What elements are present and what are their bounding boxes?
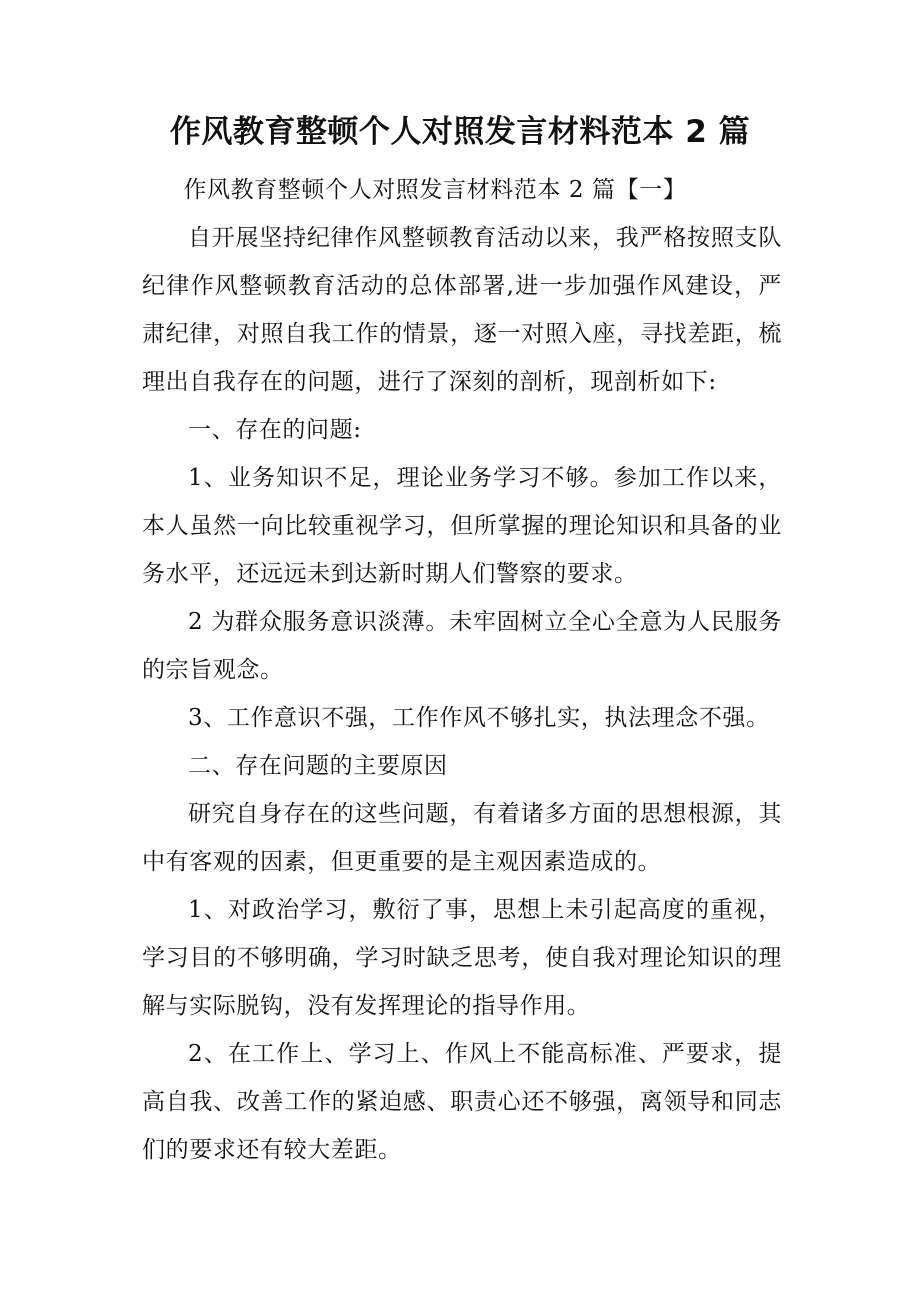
heading-main-causes: 二、存在问题的主要原因 [188, 753, 448, 779]
document-body [142, 166, 782, 1174]
paragraph-problem-3: 3、工作意识不强，工作作风不够扎实，执法理念不强。 [188, 705, 770, 731]
paragraph-problem-1: 1、业务知识不足，理论业务学习不够。参加工作以来，本人虽然一向比较重视学习，但所掌握的理论知识和具备的业务水平，还远远未到达新时期人们警察的要求。 [142, 465, 782, 587]
paragraph-causes-intro: 研究自身存在的这些问题，有着诸多方面的思想根源，其中有客观的因素，但更重要的是主观因素造成的。 [142, 801, 782, 875]
paragraph-problem-2: 2 为群众服务意识淡薄。未牢固树立全心全意为人民服务的宗旨观念。 [142, 609, 782, 683]
document-title: 作风教育整顿个人对照发言材料范本 2 篇 [169, 114, 751, 150]
document-subtitle: 作风教育整顿个人对照发言材料范本 2 篇【一】 [183, 177, 687, 203]
paragraph-cause-1: 1、对政治学习，敷衍了事，思想上未引起高度的重视，学习目的不够明确，学习时缺乏思考，使自我对理论知识的理解与实际脱钩，没有发挥理论的指导作用。 [142, 897, 782, 1019]
heading-existing-problems: 一、存在的问题: [188, 417, 362, 443]
paragraph-cause-2: 2、在工作上、学习上、作风上不能高标准、严要求，提高自我、改善工作的紧迫感、职责心还不够强，离领导和同志们的要求还有较大差距。 [142, 1041, 782, 1163]
paragraph-intro: 自开展坚持纪律作风整顿教育活动以来，我严格按照支队纪律作风整顿教育活动的总体部署,进一步加强作风建设，严肃纪律，对照自我工作的情景，逐一对照入座，寻找差距，梳理出自我存在的问题，进行了深刻的剖析，现剖析如下: [142, 225, 782, 395]
